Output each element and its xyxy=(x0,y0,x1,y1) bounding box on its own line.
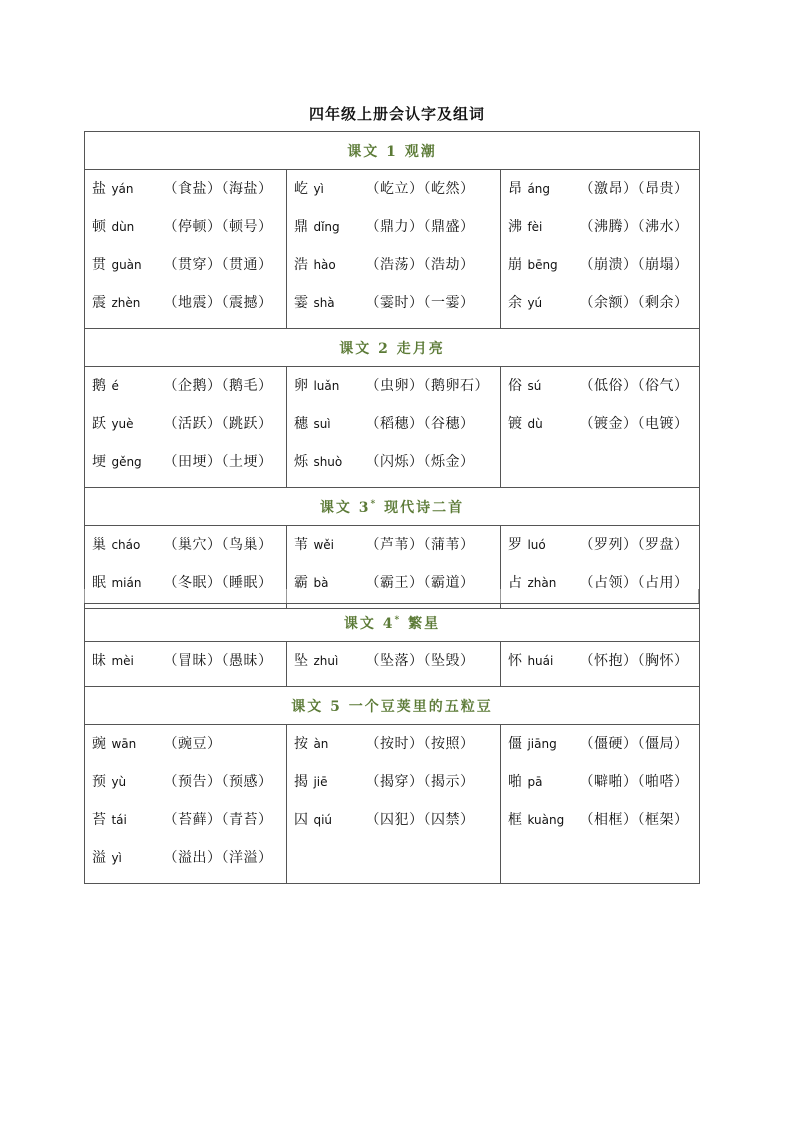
word-groups: （虫卵）（鹅卵石） xyxy=(365,378,489,394)
pinyin: gěng xyxy=(111,455,142,469)
char-entry xyxy=(85,250,286,288)
char-entry xyxy=(501,729,699,767)
pinyin: qiú xyxy=(313,813,333,827)
char-entry xyxy=(85,729,286,767)
character: 占 xyxy=(508,575,523,591)
pinyin: sú xyxy=(527,379,542,393)
pinyin: fèi xyxy=(527,220,543,234)
lesson-column xyxy=(501,170,700,329)
pinyin: hào xyxy=(313,258,336,272)
lesson-heading xyxy=(85,687,700,725)
word-groups: （揭穿）（揭示） xyxy=(365,774,475,790)
char-entry xyxy=(287,371,500,409)
word-groups: （按时）（按照） xyxy=(365,736,475,752)
pinyin: zhèn xyxy=(111,296,141,310)
char-entry xyxy=(501,212,699,250)
pinyin: dù xyxy=(527,417,543,431)
pinyin: cháo xyxy=(111,538,141,552)
word-groups: （稻穗）（谷穗） xyxy=(365,416,475,432)
word-groups: （冬眠）（睡眠） xyxy=(163,575,273,591)
self-study-mark: * xyxy=(370,498,378,509)
word-groups: （崩溃）（崩塌） xyxy=(579,257,689,273)
character: 僵 xyxy=(508,736,523,752)
char-entry xyxy=(287,409,500,447)
character: 盐 xyxy=(92,181,107,197)
word-groups: （苔藓）（青苔） xyxy=(163,812,273,828)
character: 鹅 xyxy=(92,378,107,394)
character: 揭 xyxy=(294,774,309,790)
character: 溢 xyxy=(92,850,107,866)
pinyin: zhàn xyxy=(527,576,557,590)
char-entry xyxy=(501,646,699,684)
lesson-heading xyxy=(85,132,700,170)
character: 按 xyxy=(294,736,309,752)
word-groups: （霸王）（霸道） xyxy=(365,575,475,591)
word-groups: （食盐）（海盐） xyxy=(163,181,273,197)
lesson-column xyxy=(501,725,700,884)
pinyin: yú xyxy=(527,296,543,310)
word-groups: （镀金）（电镀） xyxy=(579,416,689,432)
pinyin: shà xyxy=(313,296,335,310)
pinyin: dùn xyxy=(111,220,135,234)
word-groups: （冒昧）（愚昧） xyxy=(163,653,273,669)
word-groups: （相框）（框架） xyxy=(579,812,689,828)
pinyin: é xyxy=(111,379,119,393)
word-groups: （田埂）（土埂） xyxy=(163,454,273,470)
word-groups: （僵硬）（僵局） xyxy=(579,736,689,752)
character: 埂 xyxy=(92,454,107,470)
lesson-column xyxy=(287,725,501,884)
word-groups: （地震）（震撼） xyxy=(163,295,273,311)
pinyin: suì xyxy=(313,417,331,431)
character: 昂 xyxy=(508,181,523,197)
pinyin: tái xyxy=(111,813,127,827)
pinyin: àn xyxy=(313,737,329,751)
character: 崩 xyxy=(508,257,523,273)
char-entry xyxy=(501,371,699,409)
pinyin: luǎn xyxy=(313,379,340,393)
pinyin: zhuì xyxy=(313,654,339,668)
lesson-heading xyxy=(85,488,700,526)
pinyin: luó xyxy=(527,538,546,552)
char-entry xyxy=(287,767,500,805)
pinyin: yù xyxy=(111,775,127,789)
char-entry xyxy=(287,447,500,485)
pinyin: mèi xyxy=(111,654,134,668)
word-groups: （活跃）（跳跃） xyxy=(163,416,273,432)
word-groups: （贯穿）（贯通） xyxy=(163,257,273,273)
char-entry xyxy=(287,729,500,767)
character: 预 xyxy=(92,774,107,790)
lesson-column xyxy=(287,367,501,488)
character: 鼎 xyxy=(294,219,309,235)
lesson-heading-text: 课文 3 xyxy=(319,499,371,516)
pinyin: shuò xyxy=(313,455,343,469)
char-entry xyxy=(287,212,500,250)
char-entry xyxy=(85,843,286,881)
lesson-column xyxy=(287,170,501,329)
char-entry xyxy=(287,805,500,843)
word-groups: （企鹅）（鹅毛） xyxy=(163,378,273,394)
lesson-column xyxy=(85,170,287,329)
character: 苔 xyxy=(92,812,107,828)
character: 苇 xyxy=(294,537,309,553)
character: 豌 xyxy=(92,736,107,752)
char-entry xyxy=(287,288,500,326)
pinyin: jiē xyxy=(313,775,328,789)
lesson-column xyxy=(501,642,700,687)
character: 穗 xyxy=(294,416,309,432)
character: 昧 xyxy=(92,653,107,669)
char-entry xyxy=(287,646,500,684)
character: 俗 xyxy=(508,378,523,394)
char-entry xyxy=(85,646,286,684)
lesson-heading-text: 课文 4 xyxy=(343,615,395,632)
pinyin: wān xyxy=(111,737,137,751)
character: 坠 xyxy=(294,653,309,669)
character: 霎 xyxy=(294,295,309,311)
char-entry xyxy=(85,174,286,212)
word-groups: （闪烁）（烁金） xyxy=(365,454,475,470)
pinyin: jiāng xyxy=(527,737,557,751)
character: 贯 xyxy=(92,257,107,273)
word-groups: （豌豆） xyxy=(163,736,222,752)
lesson-heading xyxy=(85,329,700,367)
lesson-heading-text: 课文 1 观潮 xyxy=(347,143,437,160)
pinyin: pā xyxy=(527,775,543,789)
word-groups: （芦苇）（蒲苇） xyxy=(365,537,475,553)
lesson-table-bottom xyxy=(84,603,700,884)
lesson-column xyxy=(287,642,501,687)
character: 啪 xyxy=(508,774,523,790)
word-groups: （屹立）（屹然） xyxy=(365,181,475,197)
pinyin: mián xyxy=(111,576,142,590)
pinyin: yán xyxy=(111,182,134,196)
char-entry xyxy=(85,805,286,843)
character: 屹 xyxy=(294,181,309,197)
pinyin: guàn xyxy=(111,258,142,272)
character: 怀 xyxy=(508,653,523,669)
lesson-column xyxy=(85,367,287,488)
word-groups: （占领）（占用） xyxy=(579,575,689,591)
pinyin: wěi xyxy=(313,538,334,552)
char-entry xyxy=(85,447,286,485)
character: 浩 xyxy=(294,257,309,273)
character: 烁 xyxy=(294,454,309,470)
char-entry xyxy=(501,409,699,447)
word-groups: （沸腾）（沸水） xyxy=(579,219,689,235)
word-groups: （霎时）（一霎） xyxy=(365,295,475,311)
lesson-heading-text: 课文 5 一个豆荚里的五粒豆 xyxy=(291,698,493,715)
char-entry xyxy=(85,767,286,805)
pinyin: dǐng xyxy=(313,220,340,234)
word-groups: （预告）（预感） xyxy=(163,774,273,790)
character: 巢 xyxy=(92,537,107,553)
lesson-column xyxy=(85,642,287,687)
char-entry xyxy=(287,250,500,288)
word-groups: （巢穴）（鸟巢） xyxy=(163,537,273,553)
character: 卵 xyxy=(294,378,309,394)
lesson-heading-tail: 繁星 xyxy=(401,615,441,632)
lesson-table-top xyxy=(84,131,700,609)
character: 跃 xyxy=(92,416,107,432)
character: 霸 xyxy=(294,575,309,591)
lesson-column xyxy=(85,725,287,884)
character: 余 xyxy=(508,295,523,311)
char-entry xyxy=(501,767,699,805)
char-entry xyxy=(85,288,286,326)
lesson-heading-tail: 现代诗二首 xyxy=(377,499,465,516)
character: 镀 xyxy=(508,416,523,432)
character: 顿 xyxy=(92,219,107,235)
word-groups: （浩荡）（浩劫） xyxy=(365,257,475,273)
char-entry xyxy=(85,371,286,409)
word-groups: （罗列）（罗盘） xyxy=(579,537,689,553)
word-groups: （囚犯）（囚禁） xyxy=(365,812,475,828)
char-entry xyxy=(501,174,699,212)
character: 沸 xyxy=(508,219,523,235)
lesson-heading xyxy=(85,604,700,642)
character: 眠 xyxy=(92,575,107,591)
word-groups: （鼎力）（鼎盛） xyxy=(365,219,475,235)
pinyin: bà xyxy=(313,576,329,590)
self-study-mark: * xyxy=(394,614,402,625)
word-groups: （激昂）（昂贵） xyxy=(579,181,689,197)
char-entry xyxy=(501,288,699,326)
lesson-heading-text: 课文 2 走月亮 xyxy=(339,340,445,357)
word-groups: （怀抱）（胸怀） xyxy=(579,653,689,669)
character: 罗 xyxy=(508,537,523,553)
pinyin: yì xyxy=(313,182,324,196)
char-entry xyxy=(501,805,699,843)
pinyin: bēng xyxy=(527,258,558,272)
word-groups: （溢出）（洋溢） xyxy=(163,850,273,866)
char-entry xyxy=(85,212,286,250)
word-groups: （停顿）（顿号） xyxy=(163,219,273,235)
page-title: 四年级上册会认字及组词 xyxy=(308,105,485,123)
word-groups: （噼啪）（啪嗒） xyxy=(579,774,689,790)
page-break-stub xyxy=(84,589,699,603)
pinyin: kuàng xyxy=(527,813,565,827)
character: 震 xyxy=(92,295,107,311)
char-entry xyxy=(501,530,699,568)
pinyin: yuè xyxy=(111,417,134,431)
pinyin: áng xyxy=(527,182,551,196)
pinyin: huái xyxy=(527,654,554,668)
char-entry xyxy=(501,250,699,288)
lesson-column xyxy=(501,367,700,488)
word-groups: （余额）（剩余） xyxy=(579,295,689,311)
pinyin: yì xyxy=(111,851,122,865)
character: 囚 xyxy=(294,812,309,828)
character: 框 xyxy=(508,812,523,828)
word-groups: （低俗）（俗气） xyxy=(579,378,689,394)
char-entry xyxy=(85,409,286,447)
char-entry xyxy=(287,530,500,568)
char-entry xyxy=(85,530,286,568)
word-groups: （坠落）（坠毁） xyxy=(365,653,475,669)
char-entry xyxy=(287,174,500,212)
